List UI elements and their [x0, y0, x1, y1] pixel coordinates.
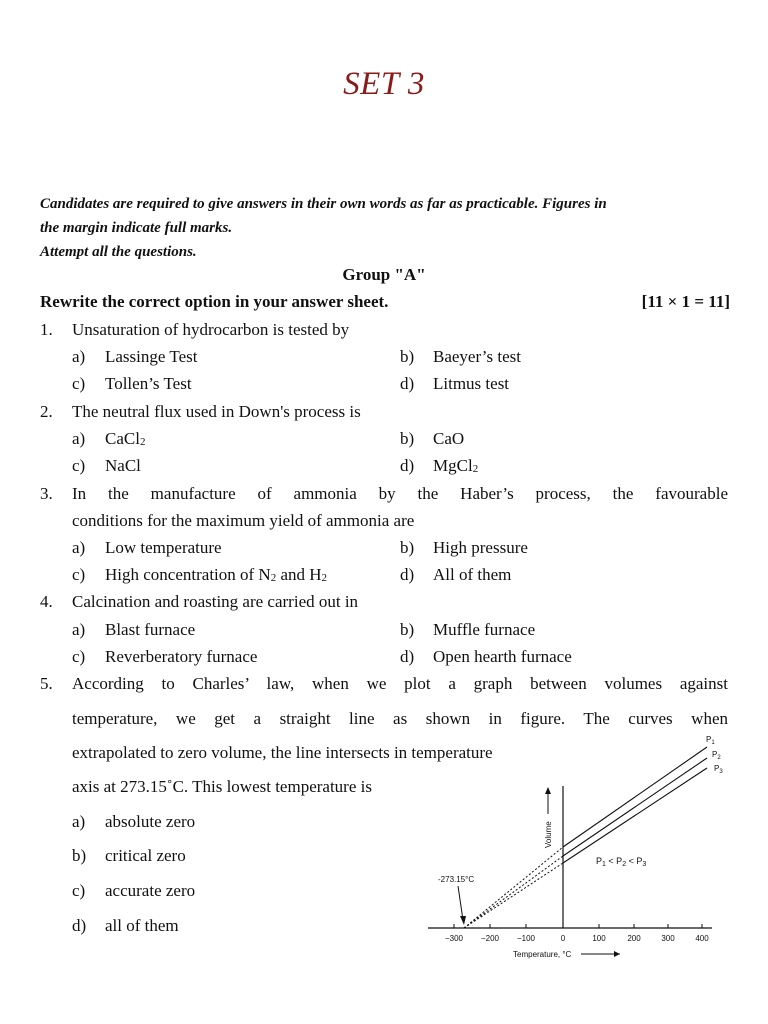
question-text-line-2: conditions for the maximum yield of ammonia are	[72, 511, 415, 530]
option-text: absolute zero	[105, 812, 196, 831]
option-label: c)	[72, 881, 86, 900]
option-text: Low temperature	[105, 538, 222, 557]
instructions-line-2: the margin indicate full marks.	[40, 220, 233, 236]
question-number: 3.	[40, 484, 53, 503]
section-marks: [11 × 1 = 11]	[641, 292, 730, 311]
option-label: c)	[72, 647, 86, 666]
x-tick-label: 300	[661, 934, 675, 943]
question-text: The neutral flux used in Down's process is	[72, 402, 361, 421]
series-label-p2	[712, 750, 721, 761]
series-label-p1	[706, 735, 715, 746]
option-text: All of them	[433, 565, 512, 584]
relation-part: < P	[626, 856, 643, 866]
option-label: b)	[400, 620, 415, 639]
formula-subscript: 2	[472, 463, 479, 475]
option-text: Tollen’s Test	[105, 374, 192, 393]
option-label: d)	[400, 374, 415, 393]
x-label-arrowhead	[614, 951, 620, 957]
question-number: 2.	[40, 402, 53, 421]
option-label: c)	[72, 456, 86, 475]
option-label: b)	[400, 347, 415, 366]
question-text: Unsaturation of hydrocarbon is tested by	[72, 320, 350, 339]
option-label: b)	[400, 429, 415, 448]
question-number: 5.	[40, 674, 53, 693]
option-text	[105, 564, 327, 589]
option-label: d)	[400, 456, 415, 475]
relation-part: < P	[605, 856, 623, 866]
series-name: P	[712, 750, 718, 759]
series-label-p3	[714, 764, 723, 775]
question-text-line-1: In the manufacture of ammonia by the Haber’s process, the favourable	[72, 484, 728, 503]
formula-text: High concentration of N	[105, 565, 271, 584]
option-label: a)	[72, 620, 86, 639]
instructions	[40, 192, 730, 264]
set-title: SET 3	[343, 66, 425, 102]
option-label: d)	[400, 565, 415, 584]
y-label-arrowhead	[545, 787, 551, 794]
series-name: P	[714, 764, 720, 773]
section-instruction	[40, 292, 730, 312]
series-subscript: 2	[717, 755, 721, 761]
series-line-p1	[563, 747, 707, 847]
question-text-line-4: axis at 273.15˚C. This lowest temperature is	[72, 777, 372, 796]
series-subscript: 3	[719, 769, 723, 775]
option-label: b)	[72, 846, 87, 865]
group-heading: Group "A"	[342, 265, 426, 284]
option-text: all of them	[105, 916, 179, 935]
relation-subscript: 3	[642, 861, 647, 868]
option-label: a)	[72, 538, 86, 557]
absolute-zero-annotation: -273.15°C	[438, 875, 475, 884]
charles-law-figure	[420, 730, 740, 970]
series-subscript: 1	[711, 740, 715, 746]
option-text: Baeyer’s test	[433, 347, 521, 366]
question-text-line-2: temperature, we get a straight line as shown in figure. The curves when	[72, 709, 728, 728]
option-label: a)	[72, 812, 86, 831]
series-line-p2	[563, 758, 707, 856]
annotation-arrowhead	[460, 916, 466, 925]
question-number: 1.	[40, 320, 53, 339]
relation-subscript: 2	[622, 861, 627, 868]
relation-subscript: 1	[602, 861, 606, 868]
option-text: CaO	[433, 429, 465, 448]
section-instruction-text: Rewrite the correct option in your answer sheet.	[40, 292, 389, 311]
x-axis-label: Temperature, °C	[513, 950, 572, 959]
option-text	[433, 455, 478, 480]
formula-subscript: 2	[321, 572, 328, 584]
x-tick-label: −100	[516, 934, 536, 943]
question-text-line-1: According to Charles’ law, when we plot a graph between volumes against	[72, 674, 728, 693]
question-number: 4.	[40, 592, 53, 611]
option-label: d)	[400, 647, 415, 666]
series-name: P	[706, 735, 712, 744]
option-label: a)	[72, 347, 86, 366]
x-tick-label: 0	[560, 934, 566, 943]
option-label: a)	[72, 429, 86, 448]
formula-text: MgCl	[433, 456, 473, 475]
x-tick-label: 100	[592, 934, 606, 943]
series-line-p3	[563, 768, 707, 863]
option-text: NaCl	[105, 456, 141, 475]
formula-text: CaCl	[105, 429, 140, 448]
relation-part: P	[596, 856, 603, 866]
option-text: Lassinge Test	[105, 347, 198, 366]
y-axis-label: Volume	[544, 821, 553, 848]
annotation-arrow	[458, 886, 463, 920]
x-tick-label: 400	[695, 934, 709, 943]
option-label: b)	[400, 538, 415, 557]
formula-subscript: 2	[270, 572, 277, 584]
pressure-relation	[596, 856, 646, 868]
option-label: c)	[72, 565, 86, 584]
option-text: High pressure	[433, 538, 528, 557]
formula-text: and H	[276, 565, 322, 584]
series-lines	[563, 747, 707, 863]
instructions-line-3: Attempt all the questions.	[40, 244, 197, 260]
x-tick-label: 200	[627, 934, 641, 943]
option-text	[105, 428, 145, 453]
option-text: accurate zero	[105, 881, 196, 900]
option-label: d)	[72, 916, 87, 935]
formula-subscript: 2	[139, 436, 146, 448]
option-text: Litmus test	[433, 374, 510, 393]
x-tick-label: −200	[480, 934, 500, 943]
option-text: Blast furnace	[105, 620, 196, 639]
option-text: critical zero	[105, 846, 186, 865]
instructions-line-1: Candidates are required to give answers in their own words as far as practicable. Figures in	[40, 196, 607, 212]
question-text: Calcination and roasting are carried out in	[72, 592, 359, 611]
option-label: c)	[72, 374, 86, 393]
extrapolation-lines	[464, 847, 563, 928]
x-tick-label: −300	[444, 934, 464, 943]
option-text: Open hearth furnace	[433, 647, 572, 666]
question-text-line-3: extrapolated to zero volume, the line intersects in temperature	[72, 743, 493, 762]
option-text: Reverberatory furnace	[105, 647, 258, 666]
option-text: Muffle furnace	[433, 620, 536, 639]
